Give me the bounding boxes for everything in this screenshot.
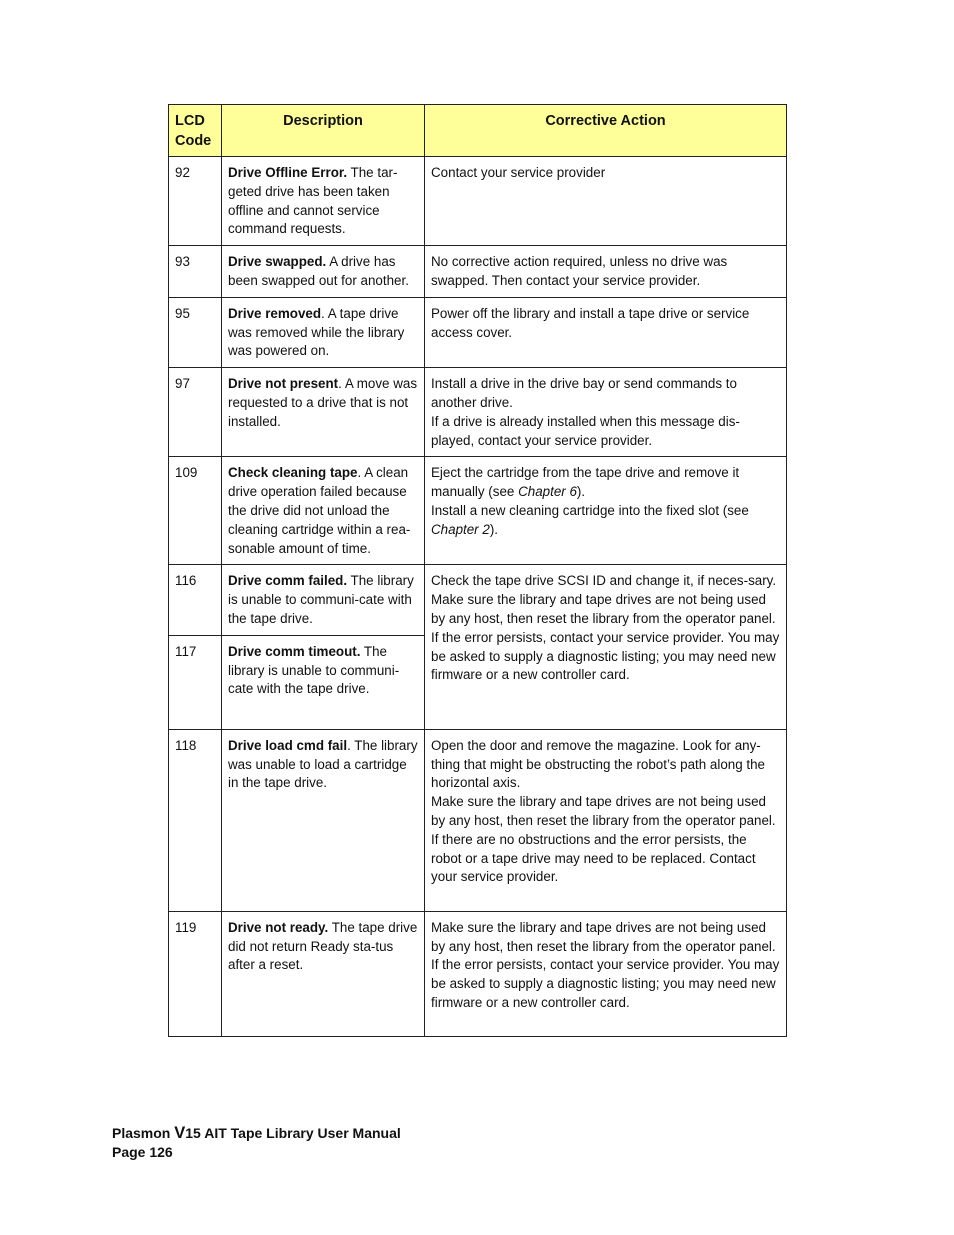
table-row xyxy=(169,368,787,457)
action-text: Install a new cleaning cartridge into the fixed slot (see xyxy=(431,502,749,518)
header-description: Description xyxy=(222,105,425,157)
lcd-code: 117 xyxy=(169,635,222,729)
action-paragraph: Make sure the library and tape drives are not being used by any host, then reset the library from the operator panel. xyxy=(431,794,776,828)
error-code-table xyxy=(168,104,787,1037)
description-lead: Drive comm timeout. xyxy=(228,643,361,659)
description-text: . The library was unable to load a cartridge in the tape drive. xyxy=(228,737,418,791)
corrective-action-cell xyxy=(425,246,787,298)
description-lead: Drive removed xyxy=(228,305,322,321)
description-lead: Drive not ready. xyxy=(228,919,329,935)
action-paragraph: Install a drive in the drive bay or send commands to another drive. xyxy=(431,376,737,410)
manual-title-suffix: 15 AIT Tape Library User Manual xyxy=(185,1125,401,1141)
description-text: A drive has been swapped out for another. xyxy=(228,254,409,288)
description-cell xyxy=(222,911,425,1036)
table-row xyxy=(169,246,787,298)
description-cell xyxy=(222,157,425,246)
lcd-code: 95 xyxy=(169,297,222,367)
chapter-reference: Chapter 2 xyxy=(431,521,490,537)
table-row xyxy=(169,157,787,246)
description-cell xyxy=(222,368,425,457)
corrective-action-cell xyxy=(425,457,787,565)
description-cell xyxy=(222,729,425,911)
action-paragraph: Make sure the library and tape drives are not being used by any host, then reset the library from the operator panel. xyxy=(431,592,776,626)
table-row xyxy=(169,457,787,565)
manual-title xyxy=(112,1124,401,1143)
lcd-code: 119 xyxy=(169,911,222,1036)
description-lead: Check cleaning tape xyxy=(228,465,358,481)
table-row xyxy=(169,729,787,911)
action-paragraph: If the error persists, contact your service provider. You may be asked to supply a diagnostic listing; you may need new firmware or a new controller card. xyxy=(431,629,780,683)
action-paragraph: Contact your service provider xyxy=(431,165,606,180)
description-lead: Drive not present xyxy=(228,376,339,392)
chapter-reference: Chapter 6 xyxy=(518,484,577,500)
description-lead: Drive load cmd fail xyxy=(228,737,348,753)
page-footer xyxy=(112,1124,401,1161)
action-paragraph: If there are no obstructions and the error persists, the robot or a tape drive may need to be replaced. Contact your service provider. xyxy=(431,831,756,885)
description-lead: Drive swapped. xyxy=(228,254,327,270)
lcd-code: 97 xyxy=(169,368,222,457)
corrective-action-cell xyxy=(425,729,787,911)
lcd-code: 109 xyxy=(169,457,222,565)
action-text: ). xyxy=(489,521,498,537)
action-paragraph: No corrective action required, unless no drive was swapped. Then contact your service provider. xyxy=(431,254,728,288)
description-cell xyxy=(222,565,425,635)
lcd-code: 116 xyxy=(169,565,222,635)
description-text: . A clean drive operation failed because the drive did not unload the cleaning cartridge within a rea-sonable amount of time. xyxy=(228,465,411,556)
lcd-code: 92 xyxy=(169,157,222,246)
table-row xyxy=(169,297,787,367)
action-paragraph: If the error persists, contact your service provider. You may be asked to supply a diagnostic listing; you may need new firmware or a new controller card. xyxy=(431,957,780,1010)
manual-title-v: V xyxy=(174,1124,186,1142)
header-lcd-code-line2: Code xyxy=(175,133,212,149)
table-row xyxy=(169,911,787,1036)
corrective-action-cell xyxy=(425,565,787,729)
corrective-action-cell xyxy=(425,368,787,457)
table-header-row xyxy=(169,105,787,157)
lcd-code: 93 xyxy=(169,246,222,298)
action-paragraph xyxy=(431,502,780,540)
action-text: ). xyxy=(576,484,586,500)
table-row xyxy=(169,565,787,635)
action-paragraph: If a drive is already installed when this message dis-played, contact your service provider. xyxy=(431,413,740,448)
description-lead: Drive Offline Error. xyxy=(228,165,348,180)
description-lead: Drive comm failed. xyxy=(228,573,348,589)
corrective-action-cell xyxy=(425,297,787,367)
corrective-action-cell xyxy=(425,911,787,1036)
description-text: The tape drive did not return Ready sta-tus after a reset. xyxy=(228,919,418,973)
description-cell xyxy=(222,457,425,565)
description-cell xyxy=(222,246,425,298)
header-lcd-code xyxy=(169,105,222,157)
description-text: . A move was requested to a drive that is not installed. xyxy=(228,376,418,429)
header-lcd-code-line1: LCD xyxy=(175,113,205,129)
action-paragraph: Make sure the library and tape drives are not being used by any host, then reset the library from the operator panel. xyxy=(431,919,776,954)
lcd-code: 118 xyxy=(169,729,222,911)
header-corrective-action: Corrective Action xyxy=(425,105,787,157)
description-text: The tar-geted drive has been taken offline and cannot service command requests. xyxy=(228,165,398,237)
description-text: The library is unable to communi-cate with the tape drive. xyxy=(228,573,414,626)
description-cell xyxy=(222,635,425,729)
manual-title-prefix: Plasmon xyxy=(112,1125,175,1141)
action-paragraph: Check the tape drive SCSI ID and change it, if neces-sary. xyxy=(431,573,777,589)
action-paragraph xyxy=(431,464,780,502)
action-paragraph: Open the door and remove the magazine. Look for any-thing that might be obstructing the robot’s path along the horizontal axis. xyxy=(431,737,766,791)
corrective-action-cell xyxy=(425,157,787,246)
action-paragraph: Power off the library and install a tape drive or service access cover. xyxy=(431,305,750,340)
description-cell xyxy=(222,297,425,367)
action-text: Eject the cartridge from the tape drive and remove it manually (see xyxy=(431,465,740,500)
description-text: The library is unable to communi-cate with the tape drive. xyxy=(228,643,400,697)
page-number: Page 126 xyxy=(112,1143,173,1160)
description-text: . A tape drive was removed while the library was powered on. xyxy=(228,305,405,359)
